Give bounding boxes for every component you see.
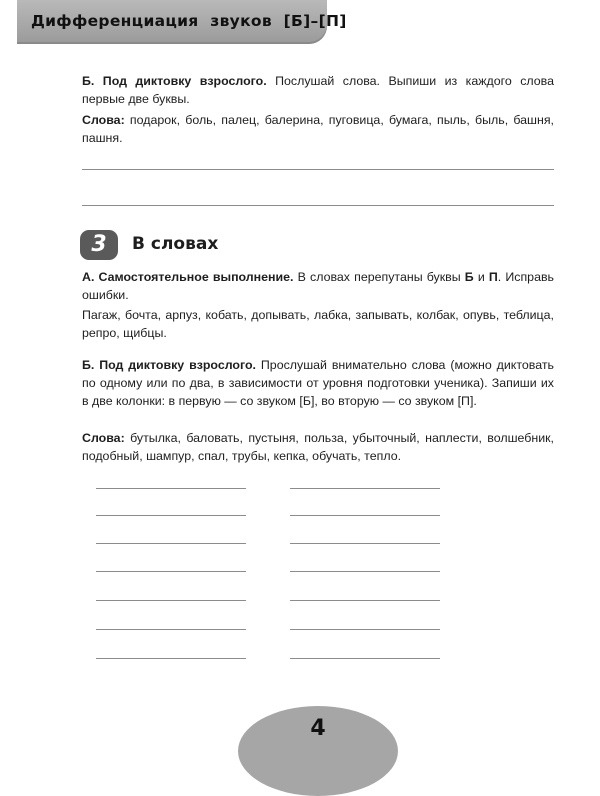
task-a-words: Пагаж, бочта, арпуз, кобать, допывать, лабка, запывать, колбак, опувь, теблица, репро, щибцы.	[82, 308, 554, 340]
column-p-line[interactable]	[290, 488, 440, 489]
section-number: 3	[91, 232, 107, 257]
column-b-line[interactable]	[96, 658, 246, 659]
block-b1-words-text: подарок, боль, палец, балерина, пуговица, бумага, пыль, быль, башня, пашня.	[82, 113, 554, 145]
page-number: 4	[310, 716, 326, 741]
column-b-line[interactable]	[96, 600, 246, 601]
block-b1-words	[82, 111, 554, 147]
task-b-words	[82, 429, 554, 465]
task-b-words-text: бутылка, баловать, пустыня, польза, убыточный, наплести, волшебник, подобный, шампур, спал, трубы, кепка, обучать, тепло.	[82, 431, 554, 463]
task-a-letter-p: П	[488, 270, 498, 284]
answer-line-1[interactable]	[82, 169, 554, 170]
header-band	[17, 0, 347, 44]
column-b-line[interactable]	[96, 515, 246, 516]
page-title: Дифференциация звуков [Б]–[П]	[31, 12, 347, 30]
block-b1-label: Б. Под диктовку взрослого.	[82, 74, 267, 88]
task-a-label: А. Самостоятельное выполнение.	[82, 270, 294, 284]
section-title: В словах	[132, 234, 219, 254]
column-p-line[interactable]	[290, 629, 440, 630]
block-b1-words-label: Слова:	[82, 113, 125, 127]
task-a-text-3: . Исправь ошибки.	[82, 270, 554, 302]
task-a-text-1: В словах перепутаны буквы	[293, 270, 465, 284]
column-b-line[interactable]	[96, 629, 246, 630]
column-b-line[interactable]	[96, 488, 246, 489]
task-a-instruction	[82, 268, 554, 304]
task-b-words-label: Слова:	[82, 431, 125, 445]
column-p-line[interactable]	[290, 543, 440, 544]
task-a-letter-b: Б	[464, 270, 474, 284]
column-p-line[interactable]	[290, 658, 440, 659]
task-b-instruction	[82, 356, 554, 410]
column-b-line[interactable]	[96, 543, 246, 544]
block-b1-text: Послушай слова. Выпиши из каждого слова первые две буквы.	[82, 74, 554, 106]
task-b-label: Б. Под диктовку взрослого.	[82, 358, 256, 372]
section-number-badge	[80, 230, 118, 260]
task-a-text-2: и	[473, 270, 489, 284]
column-p-line[interactable]	[290, 571, 440, 572]
column-p-line[interactable]	[290, 600, 440, 601]
column-b-line[interactable]	[96, 571, 246, 572]
answer-line-2[interactable]	[82, 205, 554, 206]
task-b-text: Прослушай внимательно слова (можно диктовать по одному или по два, в зависимости от уровня подготовки ученика). Запиши их в две колонки: в первую — со звуком [Б], во вторую — со звуком [П].	[82, 358, 554, 408]
column-p-line[interactable]	[290, 515, 440, 516]
block-b1-instruction	[82, 72, 554, 108]
